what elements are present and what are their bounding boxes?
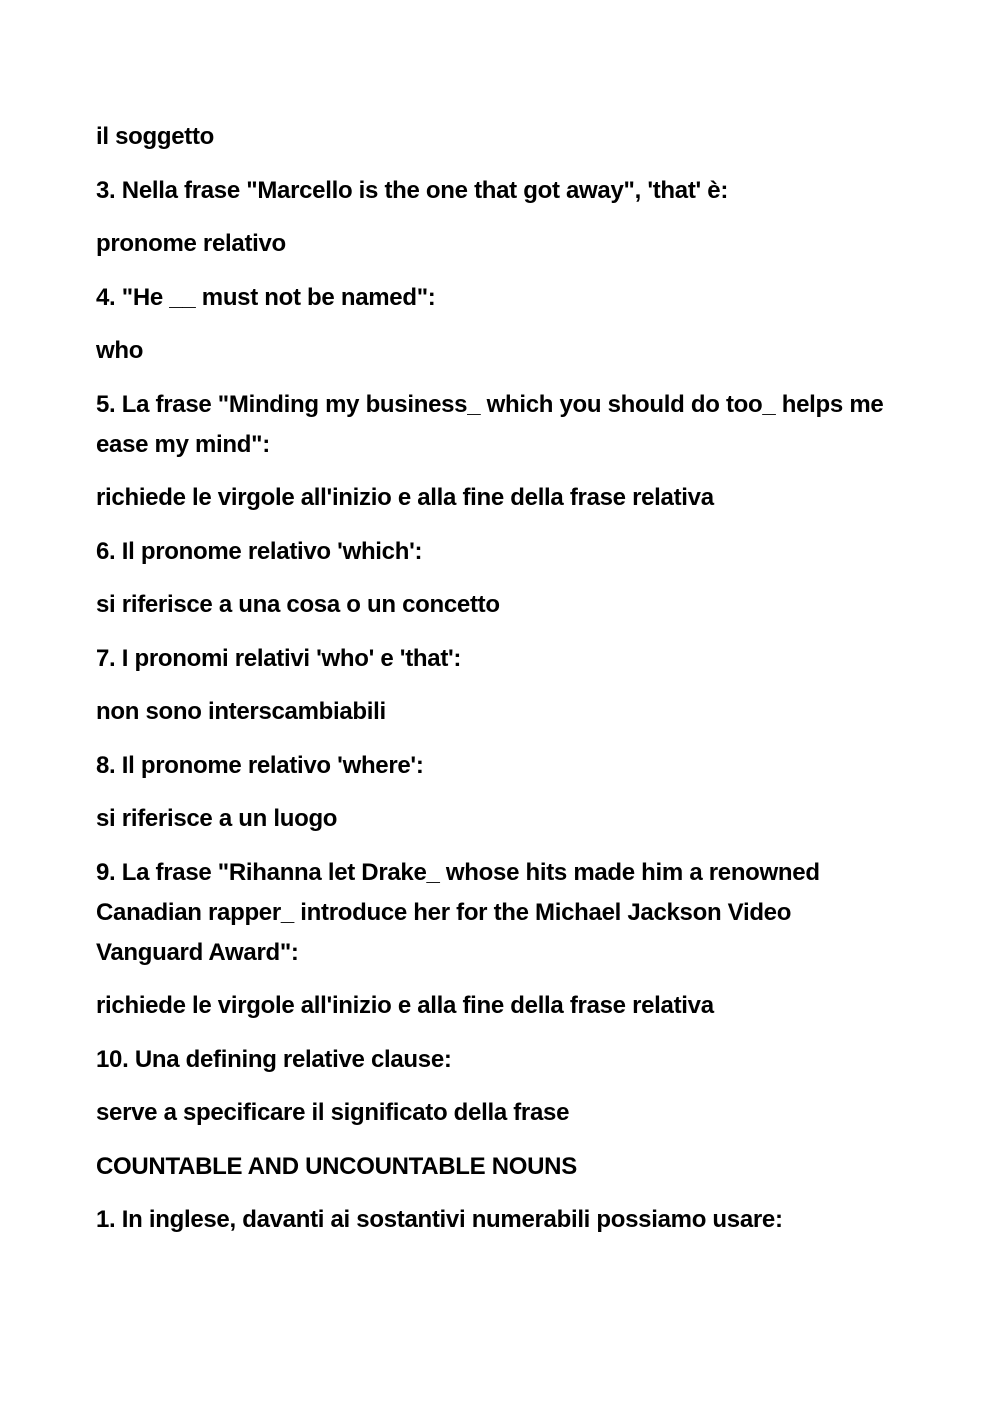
answer-text: non sono interscambiabili	[96, 698, 386, 725]
question-text: 5. La frase "Minding my business_ which you should do too_ helps me ease my mind":	[96, 390, 884, 458]
question-text: 4. "He __ must not be named":	[96, 283, 436, 311]
question-text: 10. Una defining relative clause:	[96, 1045, 452, 1073]
answer-text: richiede le virgole all'inizio e alla fine della frase relativa	[96, 484, 714, 511]
answer-text: who	[96, 337, 144, 364]
question-text: 7. I pronomi relativi 'who' e 'that':	[96, 644, 462, 672]
answer-text: serve a specificare il significato della frase	[96, 1099, 570, 1126]
question-text: 1. In inglese, davanti ai sostantivi numerabili possiamo usare:	[96, 1206, 783, 1233]
answer-text: il soggetto	[96, 123, 215, 150]
document-body	[96, 117, 896, 1254]
section-heading: COUNTABLE AND UNCOUNTABLE NOUNS	[96, 1152, 577, 1180]
question-text: 6. Il pronome relativo 'which':	[96, 537, 423, 565]
answer-text: si riferisce a un luogo	[96, 805, 338, 832]
answer-text: pronome relativo	[96, 230, 286, 257]
question-text: 9. La frase "Rihanna let Drake_ whose hits made him a renowned Canadian rapper_ introduce her for the Michael Jackson Video Vanguard Award":	[96, 858, 820, 966]
answer-text: si riferisce a una cosa o un concetto	[96, 591, 500, 618]
question-text: 3. Nella frase "Marcello is the one that got away", 'that' è:	[96, 176, 729, 204]
question-text: 8. Il pronome relativo 'where':	[96, 751, 424, 779]
answer-text: richiede le virgole all'inizio e alla fine della frase relativa	[96, 992, 714, 1019]
